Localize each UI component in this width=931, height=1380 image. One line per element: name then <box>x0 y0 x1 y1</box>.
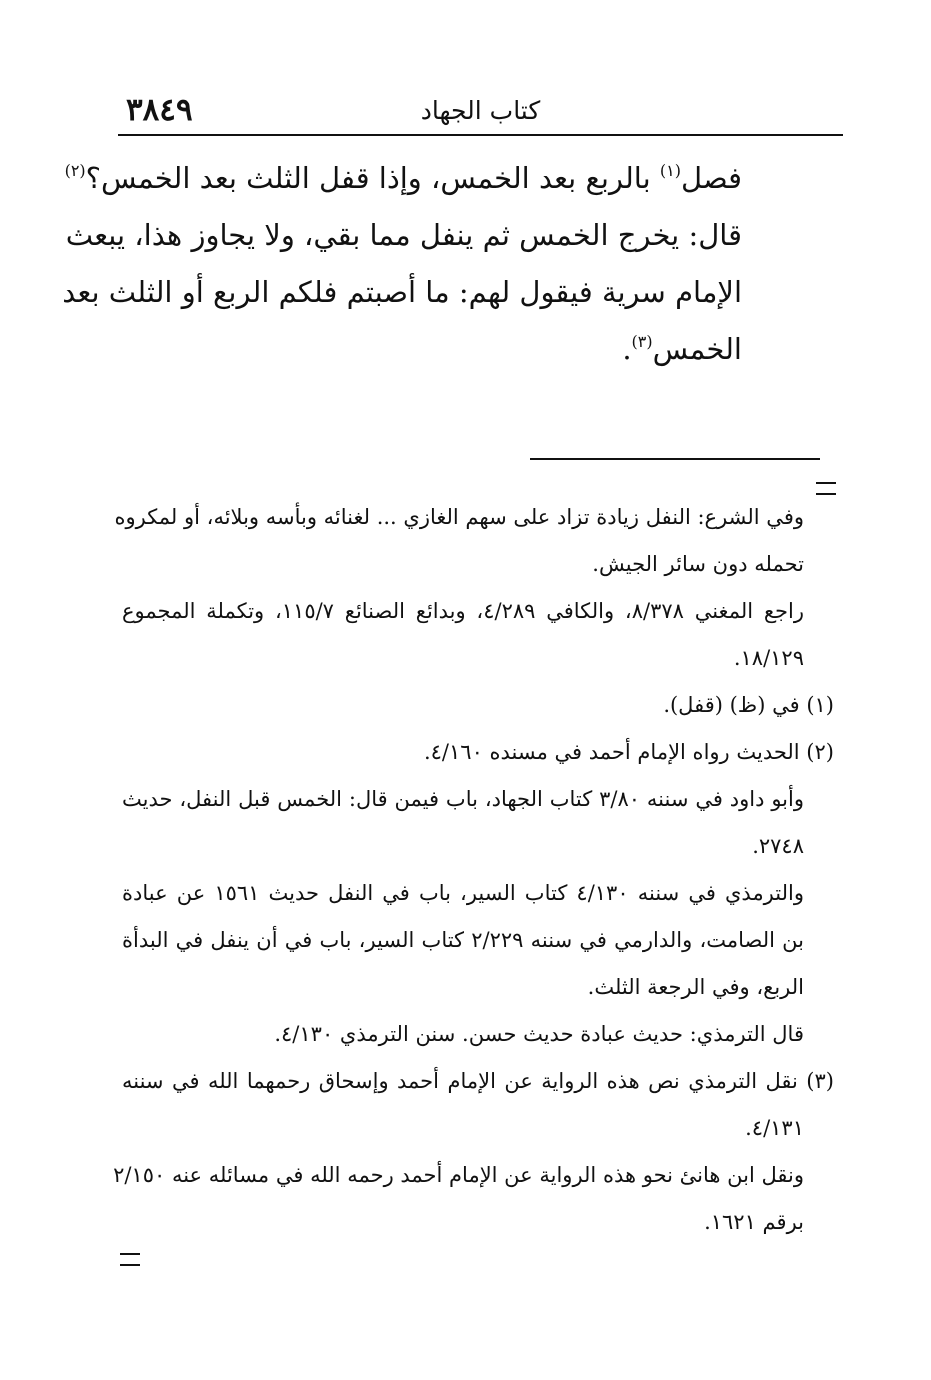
running-title: كتاب الجهاد <box>420 96 541 125</box>
continuation-mark-top <box>816 482 836 495</box>
main-text <box>62 160 742 368</box>
header-rule <box>118 134 843 136</box>
footnote-line: ١٨/١٢٩. <box>733 646 804 670</box>
footnote-line: (٣) نقل الترمذي نص هذه الرواية عن الإمام أحمد وإسحاق رحمهما الله في سننه <box>122 1069 834 1093</box>
heading-text: بالربع بعد الخمس، وإذا قفل الثلث بعد الخمس؟ <box>85 161 660 195</box>
body-line-3-end: . <box>622 332 632 366</box>
page-header <box>118 92 843 132</box>
footnote-line: بن الصامت، والدارمي في سننه ٢/٢٢٩ كتاب السير، باب في أن ينفل في البدأة <box>122 928 804 952</box>
footnote-line: وفي الشرع: النفل زيادة تزاد على سهم الغازي ... لغنائه وبأسه وبلائه، أو لمكروه <box>114 505 804 529</box>
footnotes <box>113 500 834 1252</box>
body-line-3-text: الخمس <box>652 332 742 366</box>
heading-word: فصل <box>681 161 742 195</box>
footnote-line: وأبو داود في سننه ٣/٨٠ كتاب الجهاد، باب فيمن قال: الخمس قبل النفل، حديث <box>122 787 805 811</box>
footnote-line: ونقل ابن هانئ نحو هذه الرواية عن الإمام أحمد رحمه الله في مسائله عنه ٢/١٥٠ <box>113 1163 804 1187</box>
footnote-separator <box>530 458 820 460</box>
page-number: ٣٨٤٩ <box>126 92 193 128</box>
body-line-1: قال: يخرج الخمس ثم ينفل مما بقي، ولا يجاوز هذا، يبعث <box>65 218 742 252</box>
footnote-line: والترمذي في سننه ٤/١٣٠ كتاب السير، باب في النفل حديث ١٥٦١ عن عبادة <box>122 881 804 905</box>
footnote-line: قال الترمذي: حديث عبادة حديث حسن. سنن الترمذي ٤/١٣٠. <box>274 1022 804 1046</box>
footnote-line: الربع، وفي الرجعة الثلث. <box>587 975 804 999</box>
continuation-mark-bottom <box>120 1253 140 1266</box>
footnote-ref-2: (٢) <box>64 161 86 180</box>
footnote-line: (١) في (ظ) (قفل). <box>663 693 834 717</box>
body-line-3 <box>120 331 742 368</box>
footnote-line: تحمله دون سائر الجيش. <box>592 552 804 576</box>
footnote-line: ٤/١٣١. <box>745 1116 804 1140</box>
footnote-line: (٢) الحديث رواه الإمام أحمد في مسنده ٤/١٦٠. <box>423 740 834 764</box>
footnote-line: ٢٧٤٨. <box>752 834 804 858</box>
footnote-ref-1: (١) <box>659 161 682 180</box>
footnote-line: برقم ١٦٢١. <box>704 1210 804 1234</box>
footnote-ref-3: (٣) <box>631 332 653 351</box>
body-line-2: الإمام سرية فيقول لهم: ما أصبتم فلكم الربع أو الثلث بعد <box>62 275 742 309</box>
footnote-line: راجع المغني ٨/٣٧٨، والكافي ٤/٢٨٩، وبدائع الصنائع ١١٥/٧، وتكملة المجموع <box>122 599 804 623</box>
section-heading <box>64 160 742 197</box>
